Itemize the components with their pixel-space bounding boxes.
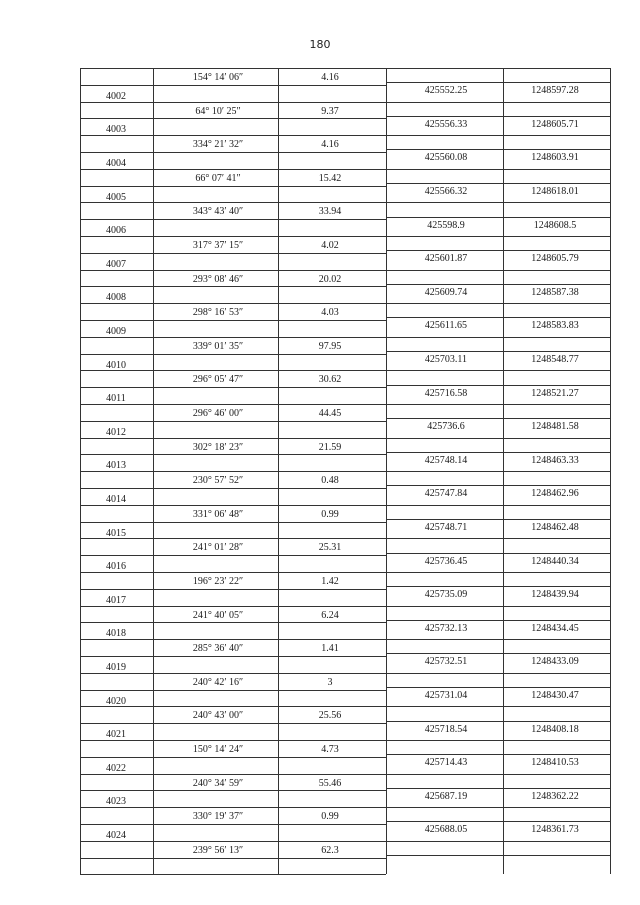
row-rule — [80, 589, 386, 590]
point-id-cell: 4021 — [106, 729, 126, 741]
northing-cell: 425714.43 — [424, 757, 468, 769]
northing-cell: 425687.19 — [424, 790, 468, 802]
easting-cell: 1248462.96 — [531, 488, 579, 500]
northing-cell: 425598.9 — [427, 219, 465, 231]
northing-cell: 425688.05 — [424, 824, 468, 836]
bearing-cell: 64° 10′ 25″ — [195, 105, 241, 117]
row-rule — [80, 68, 610, 69]
row-rule — [386, 82, 610, 83]
northing-cell: 425566.32 — [424, 185, 468, 197]
distance-cell: 25.56 — [318, 710, 342, 722]
row-rule — [80, 438, 610, 439]
bearing-cell: 240° 34′ 59″ — [192, 777, 244, 789]
northing-cell: 425732.51 — [424, 656, 468, 668]
point-id-cell: 4012 — [106, 426, 126, 438]
distance-cell: 3 — [327, 676, 333, 688]
bearing-cell: 343° 43′ 40″ — [192, 206, 244, 218]
row-rule — [80, 85, 386, 86]
distance-cell: 4.03 — [321, 307, 339, 319]
row-rule — [386, 519, 610, 520]
point-id-cell: 4024 — [106, 830, 126, 841]
easting-cell: 1248408.18 — [531, 723, 579, 735]
row-rule — [80, 555, 386, 556]
easting-cell: 1248605.71 — [531, 118, 579, 130]
easting-cell: 1248440.34 — [531, 555, 579, 567]
row-rule — [386, 418, 610, 419]
row-rule — [80, 454, 386, 455]
bearing-cell: 302° 18′ 23″ — [192, 441, 244, 453]
row-rule — [386, 653, 610, 654]
row-rule — [80, 841, 610, 842]
northing-cell: 425748.71 — [424, 521, 468, 533]
row-rule — [80, 152, 386, 153]
easting-cell: 1248603.91 — [531, 152, 579, 164]
distance-cell: 30.62 — [318, 374, 342, 386]
row-rule — [386, 183, 610, 184]
bearing-cell: 154° 14′ 06″ — [192, 72, 244, 83]
northing-cell: 425748.14 — [424, 454, 468, 466]
easting-cell: 1248439.94 — [531, 589, 579, 601]
distance-cell: 1.42 — [321, 576, 339, 587]
row-rule — [80, 757, 386, 758]
row-rule — [80, 219, 386, 220]
easting-cell: 1248608.5 — [533, 219, 577, 231]
easting-cell: 1248434.45 — [531, 622, 579, 634]
easting-cell: 1248362.22 — [531, 790, 579, 802]
row-rule — [80, 505, 610, 506]
distance-cell: 4.73 — [321, 744, 339, 755]
row-rule — [80, 421, 386, 422]
row-rule — [80, 538, 610, 539]
northing-cell: 425718.54 — [424, 723, 468, 735]
bearing-cell: 298° 16′ 53″ — [192, 307, 244, 319]
northing-cell: 425736.45 — [424, 555, 468, 567]
northing-cell: 425601.87 — [424, 253, 468, 265]
easting-cell: 1248410.53 — [531, 757, 579, 769]
distance-cell: 4.16 — [321, 139, 339, 151]
row-rule — [386, 385, 610, 386]
row-rule — [80, 807, 610, 808]
row-rule — [80, 572, 610, 573]
easting-cell: 1248462.48 — [531, 521, 579, 533]
row-rule — [386, 149, 610, 150]
northing-cell: 425560.08 — [424, 152, 468, 164]
distance-cell: 33.94 — [318, 206, 342, 218]
bearing-cell: 296° 05′ 47″ — [192, 374, 244, 386]
row-rule — [80, 522, 386, 523]
point-id-cell: 4017 — [106, 594, 126, 606]
point-id-cell: 4009 — [106, 326, 126, 337]
point-id-cell: 4008 — [106, 292, 126, 304]
row-rule — [80, 286, 386, 287]
bearing-cell: 66° 07′ 41″ — [195, 172, 241, 184]
distance-cell: 0.48 — [321, 475, 339, 487]
easting-cell: 1248433.09 — [531, 656, 579, 668]
distance-cell: 97.95 — [318, 340, 342, 352]
easting-cell: 1248521.27 — [531, 387, 579, 399]
easting-cell: 1248361.73 — [531, 824, 579, 836]
row-rule — [80, 874, 386, 875]
row-rule — [386, 284, 610, 285]
row-rule — [386, 452, 610, 453]
easting-cell: 1248548.77 — [531, 353, 579, 365]
easting-cell: 1248587.38 — [531, 286, 579, 298]
northing-cell: 425703.11 — [424, 353, 468, 365]
point-id-cell: 4011 — [106, 393, 126, 405]
northing-cell: 425747.84 — [424, 488, 468, 500]
row-rule — [80, 135, 610, 136]
distance-cell: 62.3 — [321, 844, 339, 856]
point-id-cell: 4006 — [106, 225, 126, 237]
point-id-cell: 4004 — [106, 158, 126, 169]
distance-cell: 15.42 — [318, 172, 342, 184]
northing-cell: 425736.6 — [427, 421, 465, 433]
row-rule — [80, 169, 610, 170]
row-rule — [80, 354, 386, 355]
point-id-cell: 4022 — [106, 762, 126, 774]
easting-cell: 1248481.58 — [531, 421, 579, 433]
easting-cell: 1248463.33 — [531, 454, 579, 466]
row-rule — [80, 102, 610, 103]
distance-cell: 9.37 — [321, 105, 339, 117]
column-rule — [610, 68, 611, 874]
row-rule — [80, 858, 386, 859]
bearing-cell: 330° 19′ 37″ — [192, 811, 244, 823]
point-id-cell: 4023 — [106, 796, 126, 808]
easting-cell: 1248605.79 — [531, 253, 579, 265]
point-id-cell: 4016 — [106, 561, 126, 573]
row-rule — [386, 317, 610, 318]
row-rule — [80, 824, 386, 825]
row-rule — [80, 723, 386, 724]
northing-cell: 425732.13 — [424, 622, 468, 634]
distance-cell: 4.02 — [321, 240, 339, 251]
point-id-cell: 4019 — [106, 662, 126, 673]
northing-cell: 425731.04 — [424, 689, 468, 701]
distance-cell: 20.02 — [318, 273, 342, 285]
northing-cell: 425552.25 — [424, 85, 468, 97]
bearing-cell: 241° 40′ 05″ — [192, 609, 244, 621]
row-rule — [80, 387, 386, 388]
row-rule — [386, 217, 610, 218]
northing-cell: 425609.74 — [424, 286, 468, 298]
row-rule — [80, 639, 610, 640]
distance-cell: 0.99 — [321, 508, 339, 520]
point-id-cell: 4003 — [106, 124, 126, 136]
row-rule — [386, 116, 610, 117]
row-rule — [386, 250, 610, 251]
point-id-cell: 4010 — [106, 359, 126, 371]
distance-cell: 6.24 — [321, 609, 339, 621]
row-rule — [386, 485, 610, 486]
distance-cell: 44.45 — [318, 408, 342, 419]
point-id-cell: 4013 — [106, 460, 126, 472]
row-rule — [80, 337, 610, 338]
bearing-cell: 196° 23′ 22″ — [192, 576, 244, 587]
row-rule — [80, 404, 610, 405]
row-rule — [80, 253, 386, 254]
row-rule — [80, 740, 610, 741]
bearing-cell: 230° 57′ 52″ — [192, 475, 244, 487]
row-rule — [386, 553, 610, 554]
row-rule — [80, 236, 610, 237]
row-rule — [386, 351, 610, 352]
easting-cell: 1248618.01 — [531, 185, 579, 197]
row-rule — [80, 790, 386, 791]
row-rule — [80, 606, 610, 607]
easting-cell: 1248430.47 — [531, 689, 579, 701]
bearing-cell: 317° 37′ 15″ — [192, 240, 244, 251]
row-rule — [386, 687, 610, 688]
row-rule — [80, 320, 386, 321]
row-rule — [80, 690, 386, 691]
bearing-cell: 240° 42′ 16″ — [192, 676, 244, 688]
distance-cell: 55.46 — [318, 777, 342, 789]
row-rule — [80, 774, 610, 775]
bearing-cell: 150° 14′ 24″ — [192, 744, 244, 755]
northing-cell: 425716.58 — [424, 387, 468, 399]
bearing-cell: 331° 06′ 48″ — [192, 508, 244, 520]
easting-cell: 1248583.83 — [531, 320, 579, 332]
row-rule — [386, 721, 610, 722]
bearing-cell: 293° 08′ 46″ — [192, 273, 244, 285]
row-rule — [386, 620, 610, 621]
bearing-cell: 240° 43′ 00″ — [192, 710, 244, 722]
northing-cell: 425611.65 — [424, 320, 468, 332]
row-rule — [80, 656, 386, 657]
row-rule — [80, 186, 386, 187]
point-id-cell: 4018 — [106, 628, 126, 640]
distance-cell: 21.59 — [318, 441, 342, 453]
point-id-cell: 4015 — [106, 527, 126, 539]
row-rule — [80, 270, 610, 271]
distance-cell: 1.41 — [321, 643, 339, 655]
bearing-cell: 285° 36′ 40″ — [192, 643, 244, 655]
row-rule — [80, 118, 386, 119]
row-rule — [80, 673, 610, 674]
distance-cell: 25.31 — [318, 542, 342, 554]
row-rule — [386, 855, 610, 856]
northing-cell: 425556.33 — [424, 118, 468, 130]
row-rule — [80, 202, 610, 203]
point-id-cell: 4002 — [106, 90, 126, 102]
page-number: 180 — [309, 38, 331, 51]
row-rule — [80, 706, 610, 707]
bearing-cell: 334° 21′ 32″ — [192, 139, 244, 151]
row-rule — [80, 622, 386, 623]
bearing-cell: 239° 56′ 13″ — [192, 844, 244, 856]
distance-cell: 4.16 — [321, 72, 339, 83]
row-rule — [80, 303, 610, 304]
row-rule — [80, 488, 386, 489]
row-rule — [386, 586, 610, 587]
distance-cell: 0.99 — [321, 811, 339, 823]
bearing-cell: 241° 01′ 28″ — [192, 542, 244, 554]
point-id-cell: 4007 — [106, 258, 126, 270]
row-rule — [80, 471, 610, 472]
easting-cell: 1248597.28 — [531, 85, 579, 97]
point-id-cell: 4005 — [106, 191, 126, 203]
bearing-cell: 296° 46′ 00″ — [192, 408, 244, 419]
row-rule — [80, 370, 610, 371]
northing-cell: 425735.09 — [424, 589, 468, 601]
point-id-cell: 4014 — [106, 494, 126, 505]
bearing-cell: 339° 01′ 35″ — [192, 340, 244, 352]
point-id-cell: 4020 — [106, 695, 126, 707]
row-rule — [386, 788, 610, 789]
row-rule — [386, 754, 610, 755]
row-rule — [386, 821, 610, 822]
